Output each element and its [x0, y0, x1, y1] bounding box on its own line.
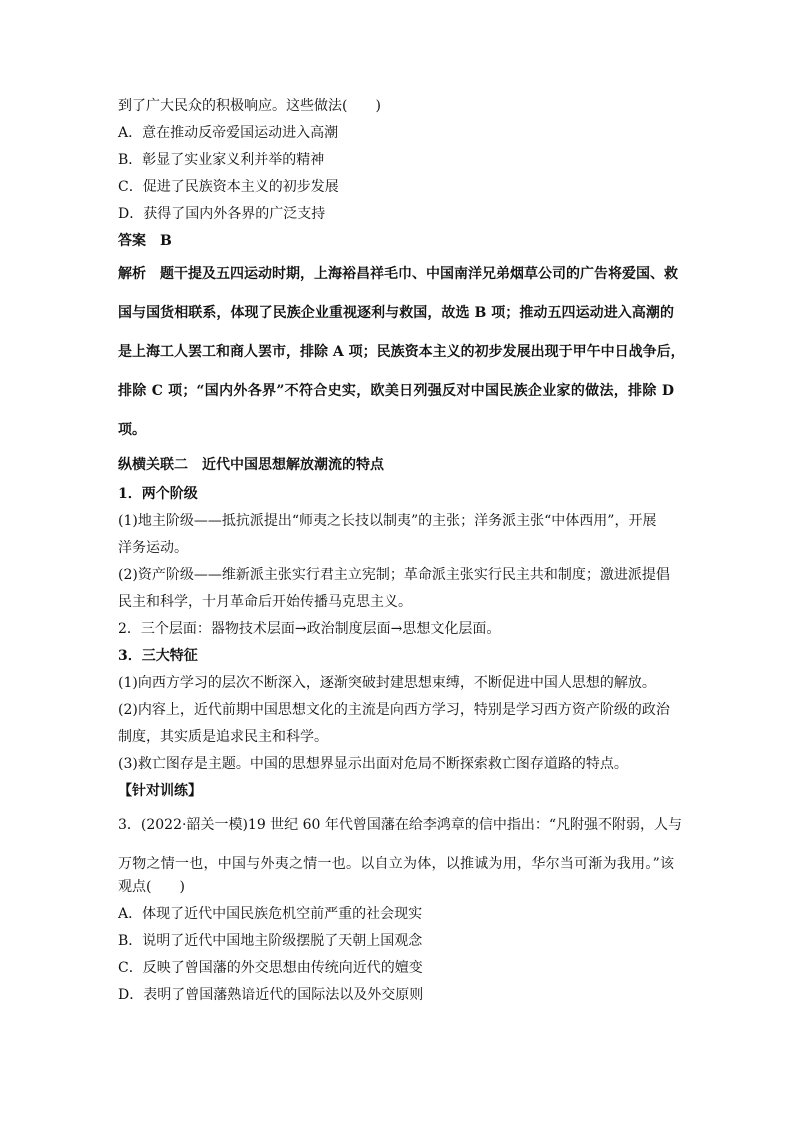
question-3-stem: 观点( ) [118, 879, 185, 895]
q3-option-a: A．体现了近代中国民族危机空前严重的社会现实 [118, 906, 423, 922]
answer-line: 答案 B [118, 233, 172, 249]
point-1-line: 洋务运动。 [118, 540, 188, 556]
question-stem-tail: 到了广大民众的积极响应。这些做法( ) [118, 98, 381, 114]
analysis-line: 排除 C 项；“国内外各界”不符合史实，欧美日列强反对中国民族企业家的做法，排除 D [118, 383, 674, 399]
option-a: A．意在推动反帝爱国运动进入高潮 [118, 125, 339, 141]
point-3-line: 制度，其实质是追求民主和科学。 [118, 729, 328, 745]
point-1-line: (2)资产阶级——维新派主张实行君主立宪制；革命派主张实行民主共和制度；激进派提倡 [118, 567, 670, 583]
question-3-stem: 3．(2022·韶关一模)19 世纪 60 年代曾国藩在给李鸿章的信中指出：“凡附强不附弱，人与 [118, 817, 683, 833]
q3-option-c: C．反映了曾国藩的外交思想由传统向近代的嬗变 [118, 960, 423, 976]
option-c: C．促进了民族资本主义的初步发展 [118, 179, 339, 195]
point-1-line: 民主和科学，十月革命后开始传播马克思主义。 [118, 594, 412, 610]
analysis-line: 是上海工人罢工和商人罢市，排除 A 项；民族资本主义的初步发展出现于甲午中日战争后， [118, 344, 685, 360]
point-3-heading: 3．三大特征 [118, 648, 198, 664]
option-d: D．获得了国内外各界的广泛支持 [118, 206, 326, 222]
q3-option-b: B．说明了近代中国地主阶级摆脱了天朝上国观念 [118, 933, 423, 949]
analysis-line: 国与国货相联系，体现了民族企业重视逐利与救国，故选 B 项；推动五四运动进入高潮的 [118, 305, 674, 321]
point-3-line: (3)救亡图存是主题。中国的思想界显示出面对危局不断探索救亡图存道路的特点。 [118, 756, 628, 772]
analysis-line: 项。 [118, 422, 146, 438]
section-title: 纵横关联二 近代中国思想解放潮流的特点 [118, 457, 384, 473]
analysis-line: 解析 题干提及五四运动时期，上海裕昌祥毛巾、中国南洋兄弟烟草公司的广告将爱国、救 [118, 266, 678, 282]
point-1-line: (1)地主阶级——抵抗派提出“师夷之长技以制夷”的主张；洋务派主张“中体西用”，开展 [118, 513, 657, 529]
q3-option-d: D．表明了曾国藩熟谙近代的国际法以及外交原则 [118, 987, 424, 1003]
point-2: 2．三个层面：器物技术层面→政治制度层面→思想文化层面。 [118, 621, 501, 637]
training-label: 【针对训练】 [118, 783, 202, 799]
option-b: B．彰显了实业家义利并举的精神 [118, 152, 325, 168]
point-3-line: (1)向西方学习的层次不断深入，逐渐突破封建思想束缚，不断促进中国人思想的解放。 [118, 675, 656, 691]
point-1-heading: 1．两个阶级 [118, 486, 198, 502]
question-3-stem: 万物之情一也，中国与外夷之情一也。以自立为体，以推诚为用，华尔当可渐为我用。”该 [118, 856, 674, 872]
point-3-line: (2)内容上，近代前期中国思想文化的主流是向西方学习，特别是学习西方资产阶级的政治 [118, 702, 670, 718]
